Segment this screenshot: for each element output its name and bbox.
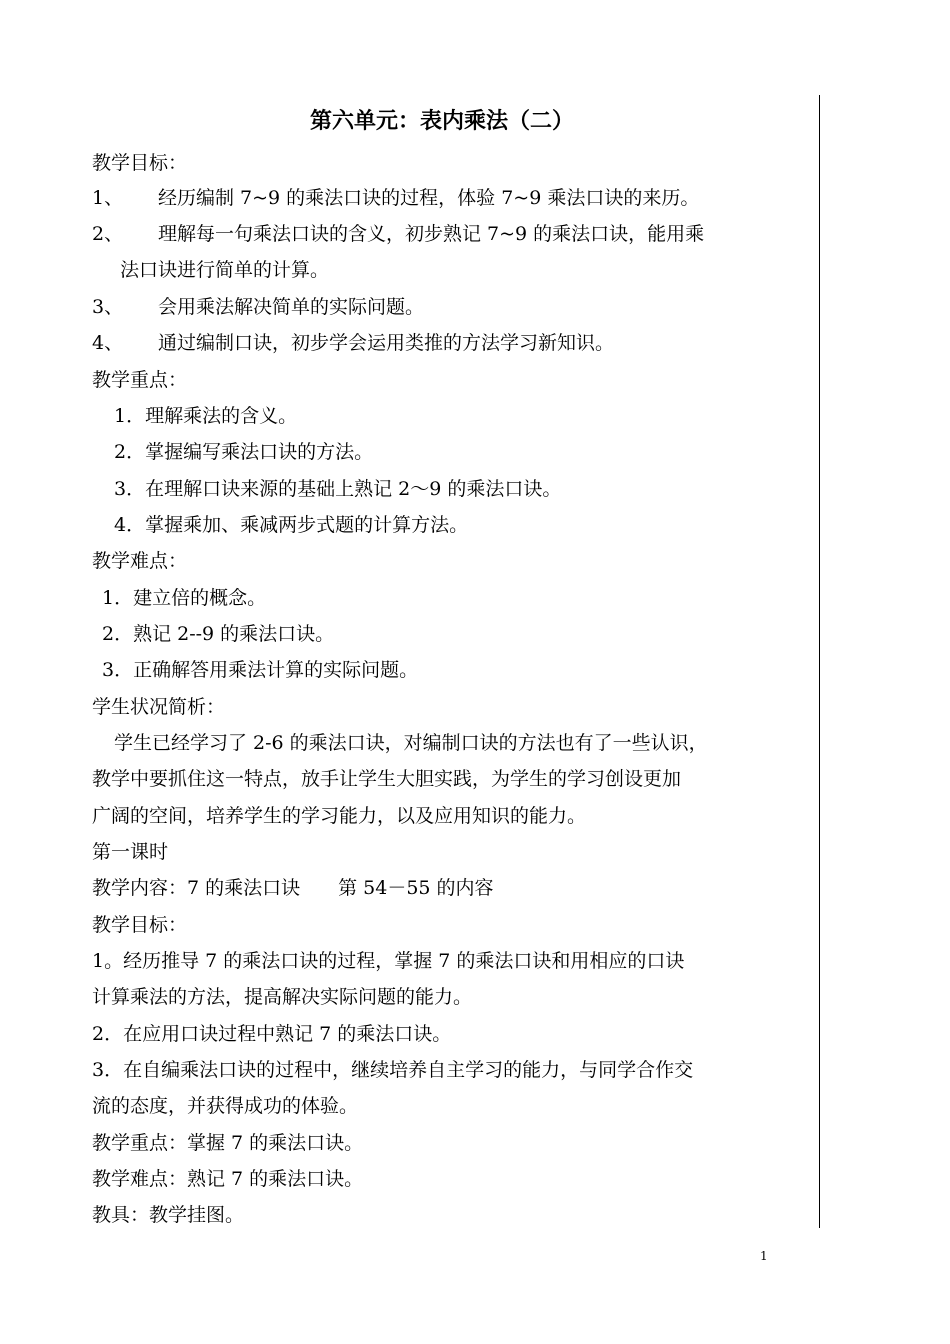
student-analysis-line-3: 广阔的空间，培养学生的学习能力，以及应用知识的能力。 xyxy=(92,805,587,827)
goal-text: 会用乘法解决简单的实际问题。 xyxy=(158,296,425,318)
difficult-point-2: 2．熟记 2--9 的乘法口诀。 xyxy=(102,623,335,645)
lesson-goal-line-5: 流的态度，并获得成功的体验。 xyxy=(92,1095,359,1117)
lesson-teaching-aids: 教具：教学挂图。 xyxy=(92,1204,245,1226)
student-analysis-line-1: 学生已经学习了 2-6 的乘法口诀，对编制口诀的方法也有了一些认识， xyxy=(114,732,708,754)
difficult-point-1: 1．建立倍的概念。 xyxy=(102,587,267,609)
lesson-goal-line-4: 3．在自编乘法口诀的过程中，继续培养自主学习的能力，与同学合作交 xyxy=(92,1059,694,1081)
goal-item-1 xyxy=(92,180,699,216)
lesson-goal-line-2: 计算乘法的方法，提高解决实际问题的能力。 xyxy=(92,986,473,1008)
key-points-heading: 教学重点： xyxy=(92,369,188,391)
student-analysis-line-2: 教学中要抓住这一特点，放手让学生大胆实践，为学生的学习创设更加 xyxy=(92,768,682,790)
difficult-points-heading: 教学难点： xyxy=(92,550,188,572)
lesson-difficult-point: 教学难点：熟记 7 的乘法口诀。 xyxy=(92,1168,364,1190)
goal-text: 理解每一句乘法口诀的含义，初步熟记 7~9 的乘法口诀，能用乘 xyxy=(158,223,705,245)
lesson-goal-line-3: 2．在应用口诀过程中熟记 7 的乘法口诀。 xyxy=(92,1023,452,1045)
goal-text: 经历编制 7~9 的乘法口诀的过程，体验 7~9 乘法口诀的来历。 xyxy=(158,187,700,209)
lesson-content: 教学内容：7 的乘法口诀 第 54－55 的内容 xyxy=(92,877,494,899)
goal-number: 2、 xyxy=(92,223,124,245)
key-point-1: 1．理解乘法的含义。 xyxy=(114,405,298,427)
page-border-line xyxy=(819,95,820,1228)
goal-number: 1、 xyxy=(92,187,124,209)
key-point-3: 3．在理解口诀来源的基础上熟记 2～9 的乘法口诀。 xyxy=(114,478,562,500)
goal-item-2 xyxy=(92,216,704,252)
key-point-2: 2．掌握编写乘法口诀的方法。 xyxy=(114,441,374,463)
goal-text: 通过编制口诀，初步学会运用类推的方法学习新知识。 xyxy=(158,332,615,354)
goal-item-2-continuation: 法口诀进行简单的计算。 xyxy=(120,259,330,281)
goal-number: 3、 xyxy=(92,296,124,318)
goal-number: 4、 xyxy=(92,332,124,354)
goals-heading: 教学目标： xyxy=(92,152,188,174)
difficult-point-3: 3．正确解答用乘法计算的实际问题。 xyxy=(102,659,419,681)
student-analysis-heading: 学生状况简析： xyxy=(92,696,226,718)
lesson-goals-heading: 教学目标： xyxy=(92,914,188,936)
lesson-goal-line-1: 1。经历推导 7 的乘法口诀的过程，掌握 7 的乘法口诀和用相应的口诀 xyxy=(92,950,685,972)
goal-item-3 xyxy=(92,289,424,325)
lesson-key-point: 教学重点：掌握 7 的乘法口诀。 xyxy=(92,1132,364,1154)
lesson-title: 第一课时 xyxy=(92,841,169,863)
key-point-4: 4．掌握乘加、乘减两步式题的计算方法。 xyxy=(114,514,469,536)
page-number: 1 xyxy=(760,1249,768,1263)
document-title: 第六单元：表内乘法（二） xyxy=(309,108,574,134)
goal-item-4 xyxy=(92,325,614,361)
